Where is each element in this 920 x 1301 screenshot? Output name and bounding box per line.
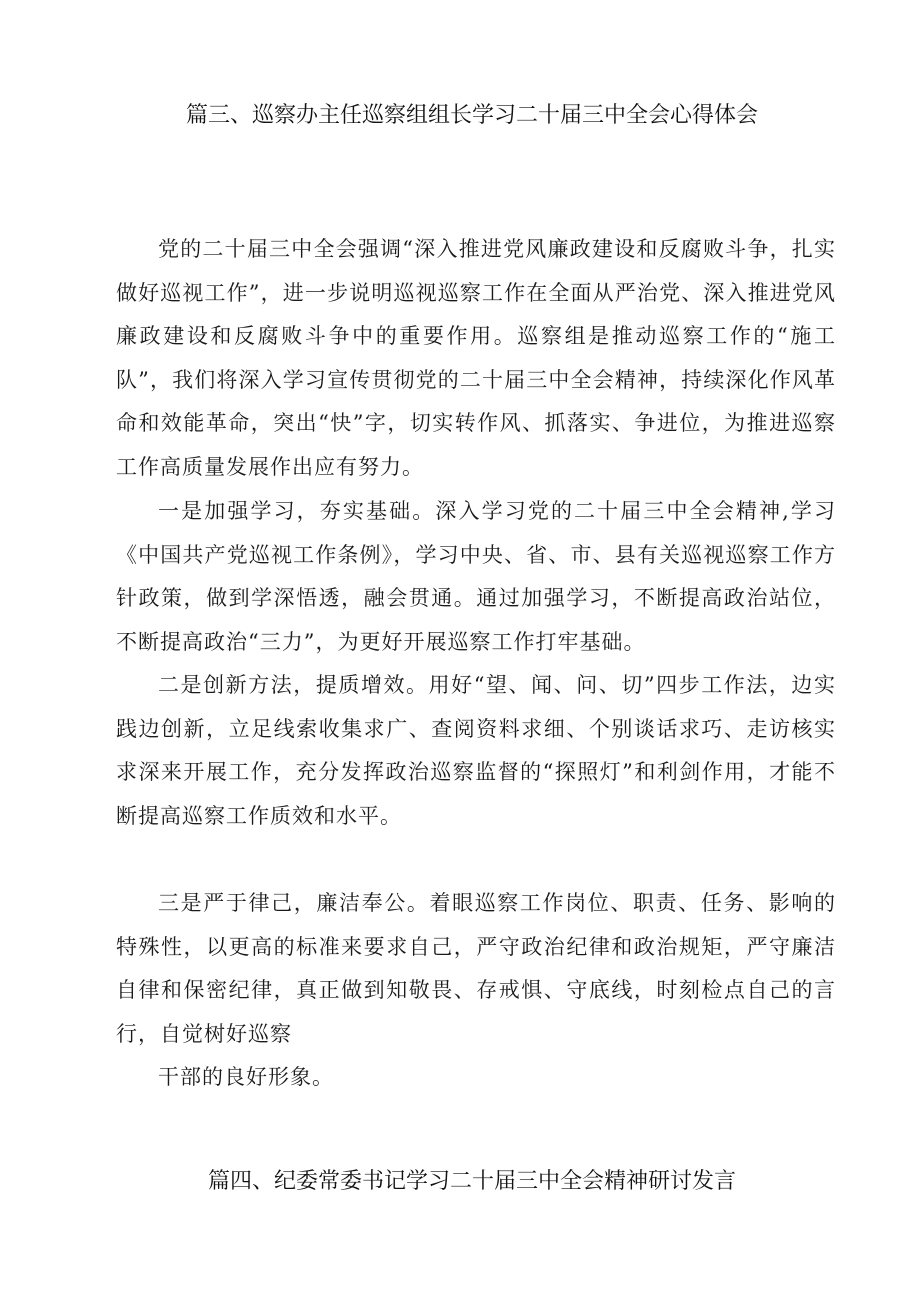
section4-title: 篇四、纪委常委书记学习二十届三中全会精神研讨发言 xyxy=(207,1169,736,1194)
section3-point3-paragraph xyxy=(116,882,836,1100)
section3-title: 篇三、巡察办主任巡察组组长学习二十届三中全会心得体会 xyxy=(185,103,758,128)
section3-point2-paragraph: 二是创新方法，提质增效。用好“望、闻、问、切”四步工作法，边实践边创新，立足线索收集求广、查阅资料求细、个别谈话求巧、走访核实求深来开展工作，充分发挥政治巡察监督的“探照灯”和利剑作用，才能不断提高巡察工作质效和水平。 xyxy=(116,673,836,828)
section3-point3-text: 三是严于律己，廉洁奉公。着眼巡察工作岗位、职责、任务、影响的特殊性，以更高的标准来要求自己，严守政治纪律和政治规矩，严守廉洁自律和保密纪律，真正做到知敬畏、存戒惧、守底线，时刻检点自己的言行，自觉树好巡察 xyxy=(116,891,836,1046)
section3-intro-paragraph: 党的二十届三中全会强调“深入推进党风廉政建设和反腐败斗争，扎实做好巡视工作”，进一步说明巡视巡察工作在全面从严治党、深入推进党风廉政建设和反腐败斗争中的重要作用。巡察组是推动巡察工作的“施工队”，我们将深入学习宣传贯彻党的二十届三中全会精神，持续深化作风革命和效能革命，突出“快”字，切实转作风、抓落实、争进位，为推进巡察工作高质量发展作出应有努力。 xyxy=(116,237,836,479)
section3-point3-continuation: 干部的良好形象。 xyxy=(158,1065,334,1089)
section3-point1-paragraph: 一是加强学习，夯实基础。深入学习党的二十届三中全会精神,学习《中国共产党巡视工作条例》，学习中央、省、市、县有关巡视巡察工作方针政策，做到学深悟透，融会贯通。通过加强学习，不断提高政治站位，不断提高政治“三力”，为更好开展巡察工作打牢基础。 xyxy=(116,499,836,654)
